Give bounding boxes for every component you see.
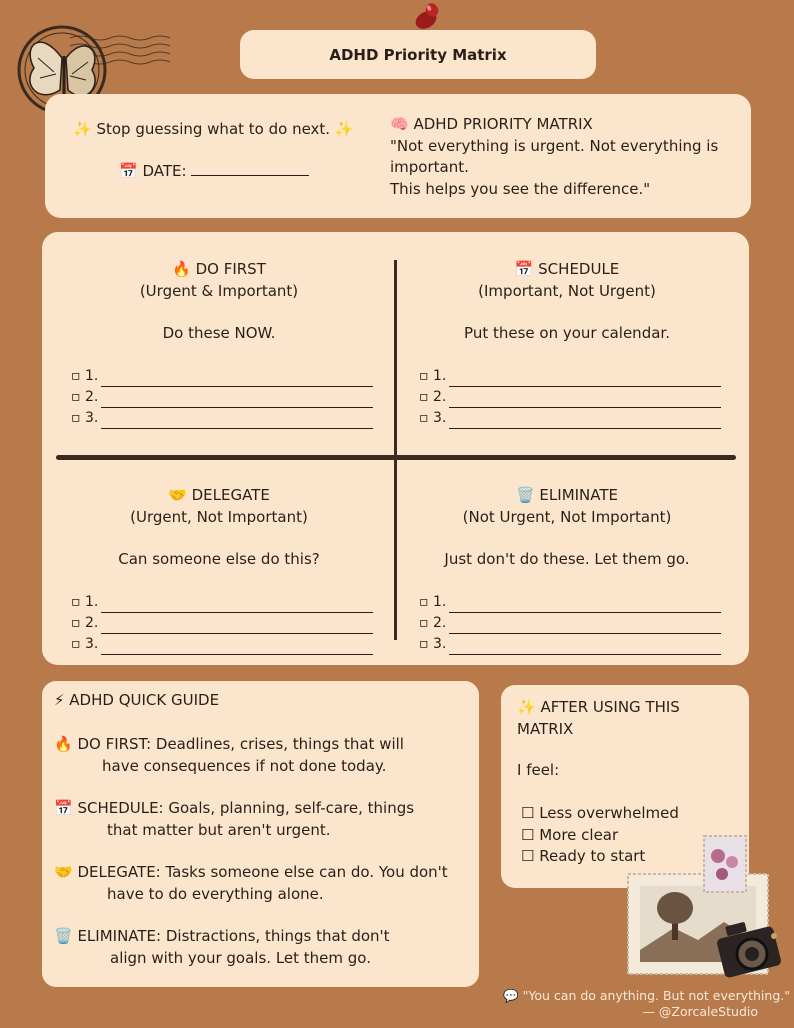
- task-item[interactable]: ▫ 3.: [71, 634, 394, 655]
- quadrant-action: Just don't do these. Let them go.: [444, 550, 690, 568]
- quadrant-heading: 🔥 DO FIRST: [172, 260, 266, 278]
- task-blank-line[interactable]: [449, 620, 721, 634]
- date-field[interactable]: [119, 162, 309, 180]
- task-item[interactable]: ▫ 3.: [419, 408, 742, 429]
- task-blank-line[interactable]: [449, 415, 721, 429]
- guide-entry: 📅 SCHEDULE: Goals, planning, self-care, things that matter but aren't urgent.: [54, 799, 415, 839]
- task-blank-line[interactable]: [449, 394, 721, 408]
- task-item[interactable]: ▫ 3.: [71, 408, 394, 429]
- date-label: 📅 DATE:: [119, 162, 187, 180]
- title-card: [240, 30, 596, 79]
- quadrant-action: Can someone else do this?: [118, 550, 320, 568]
- task-item[interactable]: ▫ 1.: [419, 366, 742, 387]
- quadrant-heading: 🤝 DELEGATE: [168, 486, 270, 504]
- feeling-checkbox[interactable]: ☐ More clear: [521, 825, 619, 844]
- task-blank-line[interactable]: [101, 620, 373, 634]
- task-blank-line[interactable]: [449, 599, 721, 613]
- task-blank-line[interactable]: [101, 599, 373, 613]
- task-item[interactable]: ▫ 1.: [71, 366, 394, 387]
- matrix-heading: 🧠 ADHD PRIORITY MATRIX: [390, 115, 593, 133]
- task-blank-line[interactable]: [101, 394, 373, 408]
- quadrant-do-first: [44, 258, 394, 429]
- task-blank-line[interactable]: [449, 641, 721, 655]
- intro-card: [45, 94, 751, 218]
- quote-line: This helps you see the difference.": [390, 179, 651, 198]
- task-item[interactable]: ▫ 2.: [71, 387, 394, 408]
- quadrant-action: Put these on your calendar.: [464, 324, 670, 342]
- date-blank-line[interactable]: [191, 162, 309, 176]
- quote-text: 💬 "You can do anything. But not everything.": [503, 988, 790, 1003]
- priority-matrix: [42, 232, 749, 665]
- quadrant-heading: 📅 SCHEDULE: [514, 260, 620, 278]
- quadrant-subheading: (Urgent & Important): [139, 282, 299, 300]
- quadrant-delegate: [44, 484, 394, 655]
- quadrant-heading: 🗑️ ELIMINATE: [515, 486, 619, 504]
- quadrant-schedule: [392, 258, 742, 429]
- footer-quote: [503, 988, 790, 1020]
- feeling-checkbox[interactable]: ☐ Ready to start: [521, 847, 646, 865]
- quick-guide-card: [42, 681, 479, 987]
- feeling-checkbox[interactable]: ☐ Less overwhelmed: [521, 804, 679, 822]
- quadrant-eliminate: [392, 484, 742, 655]
- matrix-description: [390, 114, 740, 200]
- task-item[interactable]: ▫ 1.: [71, 592, 394, 613]
- horizontal-divider: [56, 455, 736, 460]
- quote-line: "Not everything is urgent. Not everything is: [390, 136, 719, 155]
- task-blank-line[interactable]: [101, 641, 373, 655]
- quote-line: important.: [390, 158, 469, 176]
- guide-entry: 🤝 DELEGATE: Tasks someone else can do. You don't have to do everything alone.: [54, 863, 448, 903]
- feel-label: I feel:: [517, 761, 560, 779]
- task-blank-line[interactable]: [101, 373, 373, 387]
- task-item[interactable]: ▫ 2.: [419, 387, 742, 408]
- quadrant-subheading: (Not Urgent, Not Important): [462, 508, 672, 526]
- tagline: ✨ Stop guessing what to do next. ✨: [73, 120, 354, 138]
- vintage-stamps-camera-icon: [624, 832, 794, 982]
- task-item[interactable]: ▫ 3.: [419, 634, 742, 655]
- quadrant-action: Do these NOW.: [162, 324, 276, 342]
- task-item[interactable]: ▫ 2.: [71, 613, 394, 634]
- author-credit: — @ZorcaleStudio: [642, 1004, 758, 1019]
- guide-title: ⚡ ADHD QUICK GUIDE: [54, 691, 220, 709]
- guide-entry: 🔥 DO FIRST: Deadlines, crises, things that will have consequences if not done today.: [54, 735, 404, 775]
- task-item[interactable]: ▫ 2.: [419, 613, 742, 634]
- quadrant-subheading: (Important, Not Urgent): [478, 282, 656, 300]
- page-title: ADHD Priority Matrix: [329, 45, 507, 64]
- task-blank-line[interactable]: [101, 415, 373, 429]
- task-blank-line[interactable]: [449, 373, 721, 387]
- quadrant-subheading: (Urgent, Not Important): [130, 508, 308, 526]
- after-title: ✨ AFTER USING THIS MATRIX: [517, 698, 680, 738]
- task-item[interactable]: ▫ 1.: [419, 592, 742, 613]
- guide-entry: 🗑️ ELIMINATE: Distractions, things that don't align with your goals. Let them go.: [54, 927, 390, 967]
